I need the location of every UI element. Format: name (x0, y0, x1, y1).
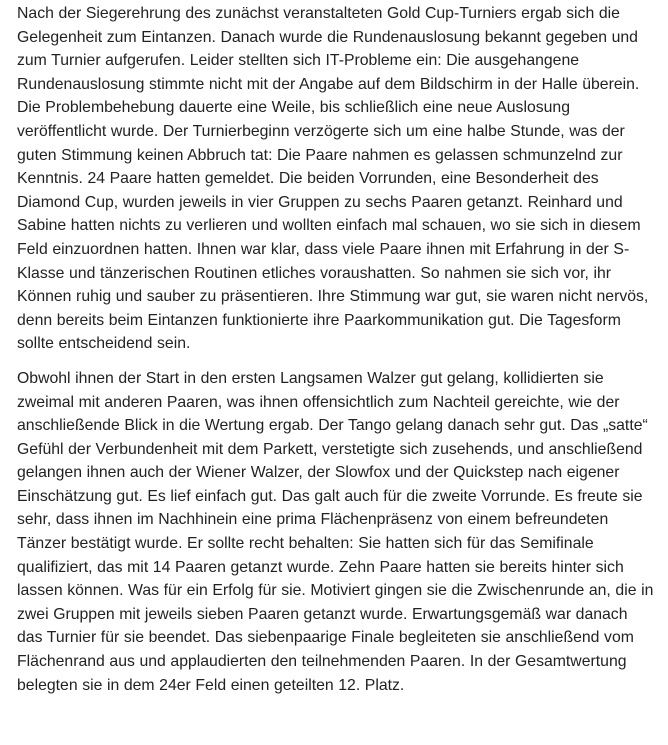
article-paragraph: Nach der Siegerehrung des zunächst veranstalteten Gold Cup-Turniers ergab sich die Gelegenheit zum Eintanzen. Danach wurde die Rundenauslosung bekannt gegeben und zum Turnier aufgerufen. Leider stellten sich IT-Probleme ein: Die ausgehangene Rundenauslosung stimmte nicht mit der Angabe auf dem Bildschirm in der Halle überein. Die Problembehebung dauerte eine Weile, bis schließlich eine neue Auslosung veröffentlicht wurde. Der Turnierbeginn verzögerte sich um eine halbe Stunde, was der guten Stimmung keinen Abbruch tat: Die Paare nahmen es gelassen schmunzelnd zur Kenntnis. 24 Paare hatten gemeldet. Die beiden Vorrunden, eine Besonderheit des Diamond Cup, wurden jeweils in vier Gruppen zu sechs Paaren getanzt. Reinhard und Sabine hatten nichts zu verlieren und wollten einfach mal schauen, wo sie sich in diesem Feld einzuordnen hatten. Ihnen war klar, dass viele Paare ihnen mit Erfahrung in der S-Klasse und tänzerischen Routinen etliches voraushatten. So nahmen sie sich vor, ihr Können ruhig und sauber zu präsentieren. Ihre Stimmung war gut, sie waren nicht nervös, denn bereits beim Eintanzen funktionierte ihre Paarkommunikation gut. Die Tagesform sollte entscheidend sein. (17, 5, 649, 353)
article-paragraph: Obwohl ihnen der Start in den ersten Langsamen Walzer gut gelang, kollidierten sie zweimal mit anderen Paaren, was ihnen offensichtlich zum Nachteil gereichte, wie der anschließende Blick in die Wertung ergab. Der Tango gelang danach sehr gut. Das „satte“ Gefühl der Verbundenheit mit dem Parkett, verstetigte sich zusehends, und anschließend gelangen ihnen auch der Wiener Walzer, der Slowfox und der Quickstep nach eigener Einschätzung gut. Es lief einfach gut. Das galt auch für die zweite Vorrunde. Es freute sie sehr, dass ihnen im Nachhinein eine prima Flächenpräsenz von einem befreundeten Tänzer bestätigt wurde. Er sollte recht behalten: Sie hatten sich für das Semifinale qualifiziert, das mit 14 Paaren getanzt wurde. Zehn Paare hatten sie bereits hinter sich lassen können. Was für ein Erfolg für sie. Motiviert gingen sie die Zwischenrunde an, die in zwei Gruppen mit jeweils sieben Paaren getanzt wurde. Erwartungsgemäß war danach das Turnier für sie beendet. Das siebenpaarige Finale begleiteten sie anschließend vom Flächenrand aus und applaudierten den teilnehmenden Paaren. In der Gesamtwertung belegten sie in dem 24er Feld einen geteilten 12. Platz. (17, 369, 654, 694)
